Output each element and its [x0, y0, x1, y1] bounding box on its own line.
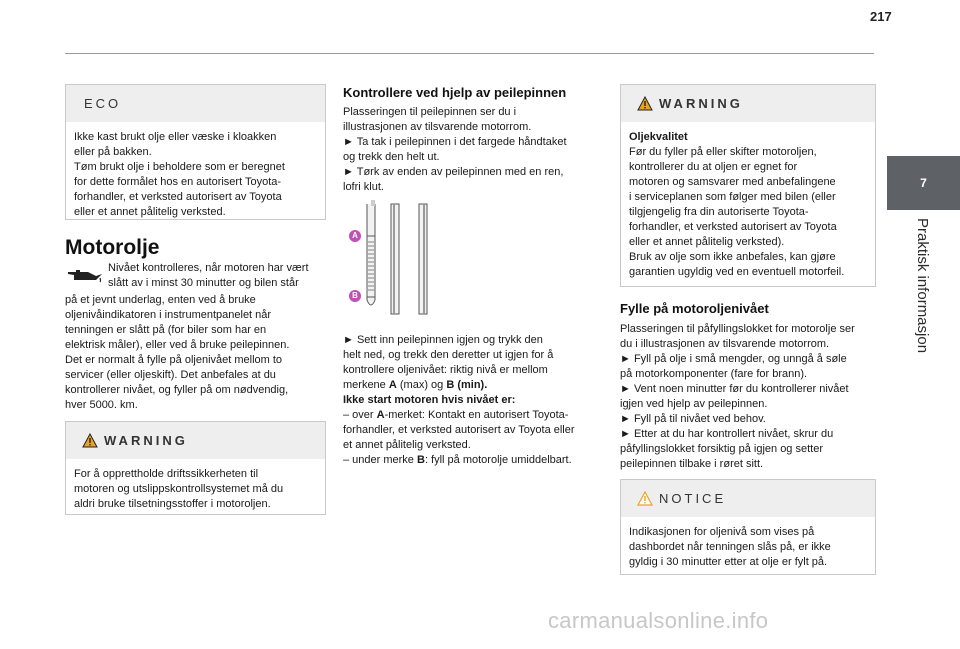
topping-up-line: peilepinnen tilbake i røret sitt.: [620, 458, 764, 470]
engine-oil-body: [65, 293, 330, 413]
marker-a: A: [349, 230, 361, 242]
topping-up-line: ► Fyll på til nivået ved behov.: [620, 413, 766, 425]
warning-icon: [637, 96, 653, 111]
warning-body: [66, 459, 325, 518]
engine-oil-line: Det er normalt å fylle på oljenivået mellom to: [65, 354, 283, 366]
warning-line: aldri bruke tilsetningsstoffer i motoroljen.: [74, 498, 271, 510]
warning-right-line: Bruk av olje som ikke anbefales, kan gjøre: [629, 251, 836, 263]
under-line: [343, 453, 593, 468]
not-running-title: Ikke start motoren hvis nivået er:: [343, 394, 516, 406]
under-b: B: [416, 454, 425, 466]
eco-line: for dette formålet hos en autorisert Toyota-: [74, 176, 282, 188]
over-line: forhandler, et verksted autorisert av Toyota eller: [343, 424, 575, 436]
topping-up-line: på motorkomponenter (fare for brann).: [620, 368, 808, 380]
over-a: A: [376, 409, 385, 421]
engine-oil-line: hver 5000. km.: [65, 399, 138, 411]
watermark: carmanualsonline.info: [548, 608, 769, 633]
eco-line: eller et annet pålitelig verksted.: [74, 206, 226, 218]
warning-right-header: [621, 85, 875, 122]
eco-body: [66, 122, 325, 226]
eco-title: ECO: [84, 96, 122, 111]
eco-line: Ikke kast brukt olje eller væske i kloakken: [74, 131, 277, 143]
topping-up-line: ► Fyll på olje i små mengder, og unngå å søle: [620, 353, 847, 365]
eco-box: [65, 84, 326, 220]
oil-quality-subtitle: Oljekvalitet: [629, 131, 688, 143]
warning-right-line: i serviceplanen som følger med bilen (eller: [629, 191, 836, 203]
topping-up-line: Plasseringen til påfyllingslokket for motorolje ser: [620, 323, 855, 335]
warning-box-oil-quality: [620, 84, 876, 287]
dipstick-check-line: ► Sett inn peilepinnen igjen og trykk den: [343, 334, 543, 346]
warning-right-line: kontrollerer du at oljen er egnet for: [629, 161, 798, 173]
engine-oil-line: tenningen er slått på (for biler som har en: [65, 324, 267, 336]
warning-right-line: motoren og samsvarer med anbefalingene: [629, 176, 836, 188]
chapter-label: [887, 210, 960, 410]
notice-line: dashbordet når tenningen slås på, er ikke: [629, 541, 831, 553]
page-number: 217: [870, 9, 892, 24]
over-prefix: – over: [343, 409, 377, 421]
over-line: et annet pålitelig verksted.: [343, 439, 471, 451]
warning-right-line: tilgjengelig fra din autoriserte Toyota-: [629, 206, 809, 218]
engine-oil-line: servicer (eller oljeskift). Det anbefales at du: [65, 369, 276, 381]
warning-right-line: forhandler, et verksted autorisert av Toyota: [629, 221, 837, 233]
topping-up-body: [620, 322, 882, 472]
dipstick-line: ► Ta tak i peilepinnen i det fargede håndtaket: [343, 136, 567, 148]
dipstick-line: og trekk den helt ut.: [343, 151, 440, 163]
notice-icon: [637, 491, 653, 506]
over-line: [343, 408, 593, 423]
topping-up-line: igjen ved hjelp av peilepinnen.: [620, 398, 768, 410]
eco-line: eller på bakken.: [74, 146, 152, 158]
warning-right-body: [621, 122, 875, 286]
warning-header: [66, 422, 325, 459]
engine-oil-line: elektrisk måler), eller ved å bruke peilepinnen.: [65, 339, 290, 351]
marker-b: B: [349, 290, 361, 302]
notice-box: [620, 479, 876, 575]
dipstick-intro: [343, 105, 593, 195]
dipstick-check-line: kontrollere oljenivået: riktig nivå er mellom: [343, 364, 548, 376]
merkene-prefix: merkene: [343, 379, 389, 391]
under-rest: : fyll på motorolje umiddelbart.: [424, 454, 572, 466]
merkene-a: A: [388, 379, 397, 391]
warning-right-title: WARNING: [659, 96, 743, 111]
under-prefix: – under merke: [343, 454, 417, 466]
engine-oil-line: kontrollerer nivået, og fyller på om nødvendig,: [65, 384, 289, 396]
engine-oil-line: på et jevnt underlag, enten ved å bruke: [65, 294, 256, 306]
dipstick-drawing: [345, 200, 445, 320]
topping-up-line: ► Etter at du har kontrollert nivået, skrur du: [620, 428, 834, 440]
warning-icon: [82, 433, 98, 448]
warning-title: WARNING: [104, 433, 188, 448]
dipstick-illustration: [345, 200, 445, 320]
oil-can-icon: [66, 268, 104, 289]
topping-up-heading: Fylle på motoroljenivået: [620, 301, 769, 316]
warning-line: motoren og utslippskontrollsystemet må du: [74, 483, 284, 495]
dipstick-check: [343, 333, 593, 468]
eco-line: forhandler, et verksted autorisert av Toyota: [74, 191, 282, 203]
notice-line: Indikasjonen for oljenivå som vises på: [629, 526, 815, 538]
notice-header: [621, 480, 875, 517]
eco-header: [66, 85, 325, 122]
notice-line: gyldig i 30 minutter etter at olje er fylt på.: [629, 556, 828, 568]
warning-right-line: eller et annet pålitelig verksted).: [629, 236, 785, 248]
dipstick-line: lofri klut.: [343, 181, 384, 193]
warning-right-line: Før du fyller på eller skifter motoroljen,: [629, 146, 817, 158]
dipstick-line: illustrasjonen av tilsvarende motorrom.: [343, 121, 532, 133]
merkene-b: B (min).: [446, 379, 488, 391]
warning-line: For å opprettholde driftssikkerheten til: [74, 468, 259, 480]
warning-box-engine: [65, 421, 326, 515]
engine-oil-intro-line: Nivået kontrolleres, når motoren har vært: [108, 262, 309, 274]
merkene-mid: (max) og: [396, 379, 447, 391]
engine-oil-intro: [108, 261, 328, 291]
dipstick-line: Plasseringen til peilepinnen ser du i: [343, 106, 517, 118]
engine-oil-line: oljenivåindikatoren i instrumentpanelet når: [65, 309, 272, 321]
over-rest: -merket: Kontakt en autorisert Toyota-: [384, 409, 569, 421]
dipstick-check-line: helt ned, og trekk den deretter ut igjen for å: [343, 349, 554, 361]
chapter-title: Praktisk informasjon: [913, 218, 931, 354]
eco-line: Tøm brukt olje i beholdere som er beregnet: [74, 161, 285, 173]
notice-title: NOTICE: [659, 491, 727, 506]
dipstick-merkene-line: [343, 378, 593, 393]
topping-up-line: ► Vent noen minutter før du kontrollerer nivået: [620, 383, 849, 395]
topping-up-line: du i illustrasjonen av tilsvarende motorrom.: [620, 338, 830, 350]
notice-body: [621, 517, 875, 576]
header-rule: [65, 53, 874, 54]
topping-up-line: påfyllingslokket forsiktig på igjen og setter: [620, 443, 823, 455]
chapter-tab[interactable]: 7: [887, 156, 960, 210]
dipstick-heading: Kontrollere ved hjelp av peilepinnen: [343, 85, 567, 100]
dipstick-line: ► Tørk av enden av peilepinnen med en ren,: [343, 166, 564, 178]
engine-oil-intro-line: slått av i minst 30 minutter og bilen står: [108, 277, 299, 289]
engine-oil-heading: Motorolje: [65, 236, 160, 259]
warning-right-line: garantien ugyldig ved en eventuell motorfeil.: [629, 266, 845, 278]
